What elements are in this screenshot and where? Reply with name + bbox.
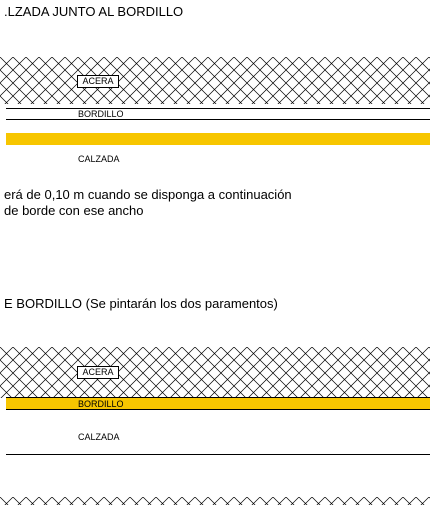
sidewalk-hatch-2 [0, 347, 430, 398]
calzada-label-2: CALZADA [78, 432, 120, 442]
note-line-2: de borde con ese ancho [4, 203, 144, 218]
curb-line-bottom-1 [6, 119, 430, 120]
acera-label-1: ACERA [77, 75, 119, 88]
acera-label-2: ACERA [77, 366, 119, 379]
yellow-paint-band-1 [6, 133, 430, 145]
curb-line-bottom-2 [6, 409, 430, 410]
bordillo-label-1: BORDILLO [78, 109, 124, 119]
section1-heading: .LZADA JUNTO AL BORDILLO [4, 4, 184, 19]
section2-heading: E BORDILLO (Se pintarán los dos paramentos) [4, 296, 278, 311]
sidewalk-hatch-1 [0, 57, 430, 104]
bordillo-label-2: BORDILLO [78, 399, 124, 409]
note-line-1: erá de 0,10 m cuando se disponga a continuación [4, 187, 292, 202]
curb-line-top-1 [6, 108, 430, 109]
calzada-label-1: CALZADA [78, 154, 120, 164]
road-edge-line-2 [6, 454, 430, 455]
yellow-paint-band-2 [6, 398, 430, 409]
sidewalk-hatch-3 [0, 497, 430, 511]
